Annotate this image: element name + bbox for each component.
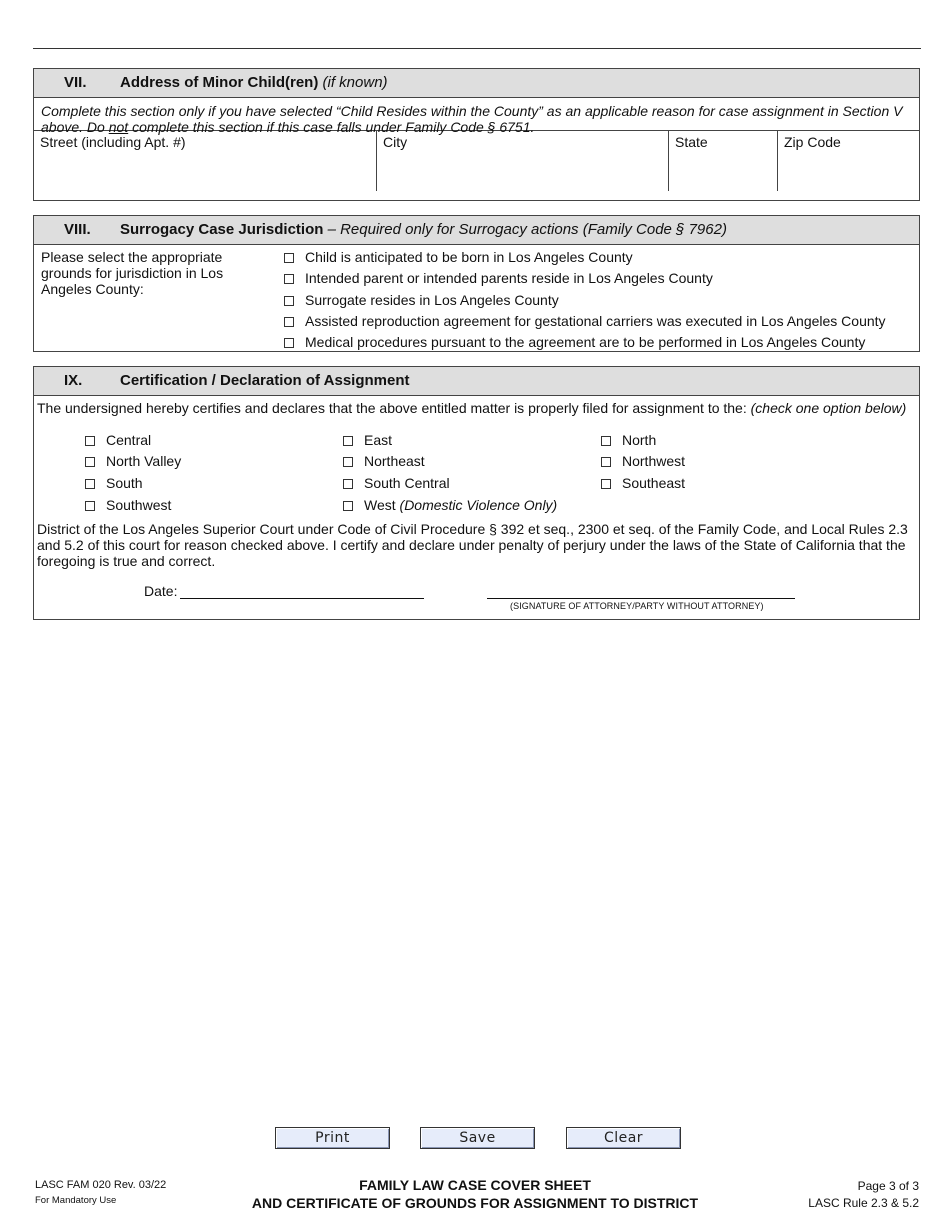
district-northeast[interactable] (343, 451, 425, 471)
print-button[interactable]: Print (275, 1127, 390, 1149)
section-header (34, 367, 919, 396)
mandatory-use-note: For Mandatory Use (35, 1195, 117, 1206)
section-number: IX. (64, 372, 83, 389)
checkbox[interactable] (284, 274, 294, 284)
certification-statement: District of the Los Angeles Superior Court under Code of Civil Procedure § 392 et seq., 2300 et seq. of the Family Code, and Local Rules 2.3 and 5.2 of this court for reason checked above. I certify and declare under penalty of perjury under the laws of the State of California that the foregoing is true and correct. (37, 521, 908, 569)
section-number: VIII. (64, 221, 91, 238)
address-row (34, 131, 919, 191)
district-options (34, 430, 919, 520)
jurisdiction-option[interactable] (284, 269, 886, 290)
street-label: Street (including Apt. #) (40, 134, 186, 150)
jurisdiction-option[interactable] (284, 248, 886, 269)
section-surrogacy-jurisdiction (33, 215, 920, 352)
note-text: Complete this section only if you have selected “Child Resides within the County” as an applicable reason for case assignment in Section V above. Do (41, 103, 903, 135)
city-field[interactable] (377, 131, 669, 191)
section-title: Certification / Declaration of Assignment (120, 372, 410, 389)
form-title-line2: AND CERTIFICATE OF GROUNDS FOR ASSIGNMENT TO DISTRICT (251, 1195, 699, 1211)
district-label: North (622, 432, 657, 448)
checkbox[interactable] (85, 479, 95, 489)
form-id: LASC FAM 020 Rev. 03/22 (35, 1179, 167, 1191)
district-northwest[interactable] (601, 451, 685, 471)
zip-code-field[interactable] (778, 131, 919, 191)
signature-field[interactable] (487, 598, 795, 599)
checkbox[interactable] (85, 457, 95, 467)
rule-reference: LASC Rule 2.3 & 5.2 (808, 1196, 919, 1210)
intro-text: The undersigned hereby certifies and declares that the above entitled matter is properly filed for assignment to the: (37, 400, 751, 416)
clear-button[interactable]: Clear (566, 1127, 681, 1149)
jurisdiction-prompt: Please select the appropriate grounds for jurisdiction in Los Angeles County: (41, 249, 224, 297)
district-label: South (106, 475, 143, 491)
checkbox[interactable] (343, 501, 353, 511)
checkbox[interactable] (85, 436, 95, 446)
district-label: West (364, 497, 400, 513)
date-label: Date: (144, 583, 178, 599)
district-west[interactable] (343, 495, 557, 515)
checkbox[interactable] (343, 479, 353, 489)
checkbox[interactable] (601, 479, 611, 489)
district-label: Central (106, 432, 152, 448)
checkbox[interactable] (284, 296, 294, 306)
state-field[interactable] (669, 131, 778, 191)
section-address-minor-children (33, 68, 920, 201)
jurisdiction-option[interactable] (284, 333, 886, 354)
district-label: Southeast (622, 475, 686, 491)
jurisdiction-option[interactable] (284, 312, 886, 333)
jurisdiction-option[interactable] (284, 291, 886, 312)
district-north-valley[interactable] (85, 451, 181, 471)
section-title: Address of Minor Child(ren) (120, 74, 319, 91)
district-label: East (364, 432, 393, 448)
checkbox[interactable] (284, 317, 294, 327)
intro-note: (check one option below) (750, 400, 907, 416)
state-label: State (675, 134, 708, 150)
checkbox[interactable] (284, 338, 294, 348)
checkbox[interactable] (85, 501, 95, 511)
street-field[interactable] (34, 131, 377, 191)
section-certification (33, 366, 920, 620)
district-south[interactable] (85, 473, 143, 493)
section-subtitle: – Required only for Surrogacy actions (Family Code § 7962) (323, 221, 727, 238)
district-note: (Domestic Violence Only) (399, 497, 558, 513)
option-label: Assisted reproduction agreement for gestational carriers was executed in Los Angeles County (305, 312, 886, 329)
checkbox[interactable] (601, 457, 611, 467)
city-label: City (383, 134, 408, 150)
district-southwest[interactable] (85, 495, 171, 515)
option-label: Intended parent or intended parents reside in Los Angeles County (305, 270, 713, 287)
section-header (34, 216, 919, 245)
note-text-end: complete this section if this case falls under Family Code § 6751. (128, 119, 535, 135)
option-label: Surrogate resides in Los Angeles County (305, 291, 559, 308)
district-south-central[interactable] (343, 473, 450, 493)
district-label: Southwest (106, 497, 172, 513)
section-instructions (34, 98, 919, 135)
option-label: Medical procedures pursuant to the agreement are to be performed in Los Angeles County (305, 334, 866, 351)
jurisdiction-options (284, 248, 886, 354)
checkbox[interactable] (343, 436, 353, 446)
district-label: South Central (364, 475, 450, 491)
district-label: Northeast (364, 453, 425, 469)
district-east[interactable] (343, 430, 392, 450)
checkbox[interactable] (284, 253, 294, 263)
checkbox[interactable] (601, 436, 611, 446)
district-label: North Valley (106, 453, 182, 469)
signature-label: (SIGNATURE OF ATTORNEY/PARTY WITHOUT ATTORNEY) (510, 601, 764, 611)
section-title: Surrogacy Case Jurisdiction (120, 221, 324, 238)
date-field[interactable] (180, 598, 424, 599)
district-label: Northwest (622, 453, 686, 469)
zip-code-label: Zip Code (784, 134, 841, 150)
checkbox[interactable] (343, 457, 353, 467)
section-subtitle: (if known) (322, 74, 388, 91)
section-header (34, 69, 919, 98)
district-central[interactable] (85, 430, 151, 450)
district-southeast[interactable] (601, 473, 685, 493)
section-number: VII. (64, 74, 87, 91)
district-north[interactable] (601, 430, 656, 450)
form-title-line1: FAMILY LAW CASE COVER SHEET (359, 1177, 591, 1193)
page-number: Page 3 of 3 (857, 1179, 919, 1193)
certification-intro (34, 396, 919, 416)
top-divider (33, 48, 921, 49)
save-button[interactable]: Save (420, 1127, 535, 1149)
option-label: Child is anticipated to be born in Los Angeles County (305, 249, 633, 265)
note-emphasis: not (108, 119, 129, 135)
